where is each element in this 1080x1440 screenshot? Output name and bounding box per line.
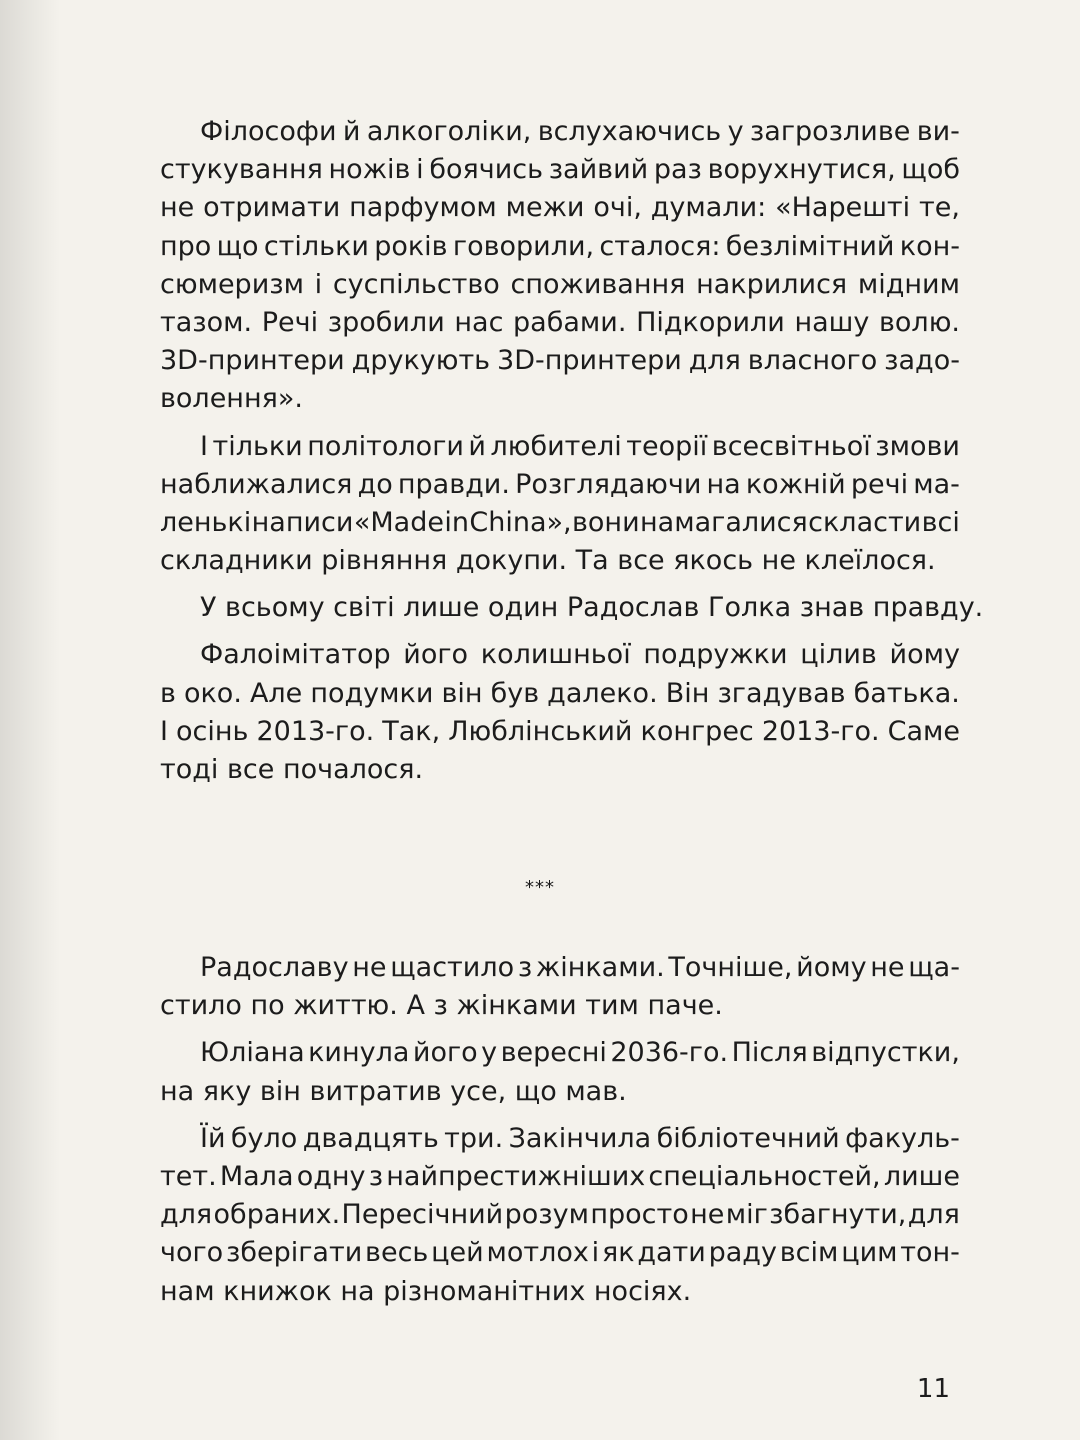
section-separator: *** [525, 877, 555, 898]
text-line: волення». [160, 383, 303, 415]
paragraph [160, 949, 960, 1034]
paragraph [160, 428, 960, 590]
paragraph [160, 1120, 960, 1311]
text-line: тоді все почалося. [160, 754, 424, 785]
text-line: 3D-принтери друкують 3D-принтери для власного задо- [160, 345, 960, 377]
text-line: нам книжок на різноманітних носіях. [160, 1275, 692, 1307]
text-line: І тільки політологи й любителі теорії всесвітньої змови [200, 430, 960, 462]
text-line: Філософи й алкоголіки, вслухаючись у загрозливе ви- [200, 116, 960, 147]
text-line: про що стільки років говорили, сталося: безлімітний кон- [160, 230, 960, 262]
text-line: Радославу не щастило з жінками. Точніше, йому не ща- [200, 952, 960, 983]
text-line: Їй було двадцять три. Закінчила бібліотечний факуль- [200, 1122, 960, 1154]
page-number: 11 [916, 1374, 950, 1404]
text-line: стукування ножів і боячись зайвий раз ворухнутися, щоб [160, 154, 960, 186]
paragraph [160, 636, 960, 789]
text-line: не отримати парфумом межи очі, думали: «Нарешті те, [160, 192, 960, 224]
text-line: І осінь 2013-го. Так, Люблінський конгрес 2013-го. Саме [160, 715, 960, 747]
text-line: тет. Мала одну з найпрестижніших спеціальностей, лише [160, 1160, 960, 1192]
text-line: складники рівняння докупи. Та все якось не клеїлося. [160, 545, 936, 577]
paragraph [160, 1034, 960, 1119]
text-line: в око. Але подумки він був далеко. Він згадував батька. [160, 677, 960, 709]
text-line: на яку він витратив усе, що мав. [160, 1075, 627, 1107]
text-line: Юліана кинула його у вересні 2036-го. Після відпустки, [200, 1037, 960, 1069]
paragraph [160, 589, 984, 636]
text-line: Фалоімітатор його колишньої подружки цілив йому [200, 639, 960, 671]
text-line: ленькі написи «Made in China», вони намагалися скласти всі [160, 506, 960, 538]
paragraph [160, 113, 960, 428]
page-edge-shadow [0, 0, 60, 1440]
text-block-bottom [160, 949, 960, 1311]
text-line: тазом. Речі зробили нас рабами. Підкорили нашу волю. [160, 306, 960, 338]
text-line: стило по життю. А з жінками тим паче. [160, 990, 723, 1022]
text-line: У всьому світі лише один Радослав Голка знав правду. [200, 592, 984, 624]
text-line: наближалися до правди. Розглядаючи на кожній речі ма- [160, 468, 960, 500]
text-block-top [160, 113, 984, 789]
text-line: сюмеризм і суспільство споживання накрилися мідним [160, 268, 960, 300]
text-line: чого зберігати весь цей мотлох і як дати раду всім цим тон- [160, 1237, 960, 1269]
text-line: для обраних. Пересічний розум просто не міг збагнути, для [160, 1199, 960, 1231]
